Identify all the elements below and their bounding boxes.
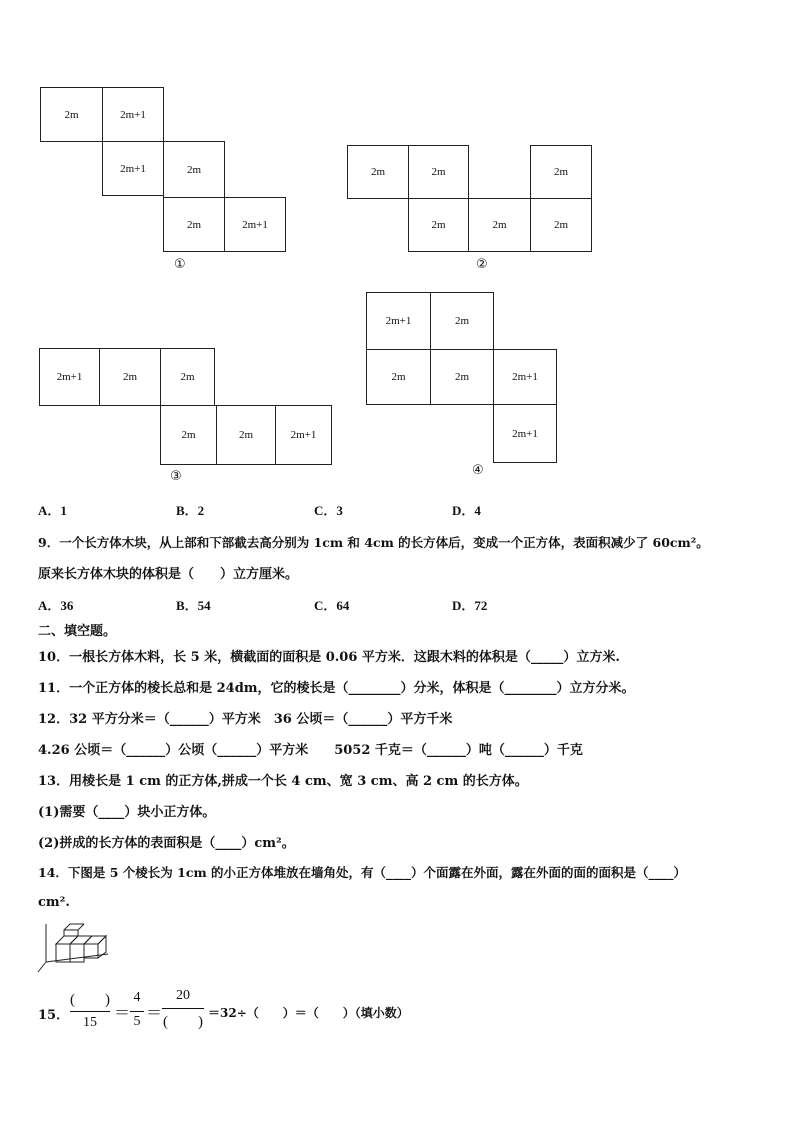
net-1-label: ① (174, 257, 186, 272)
q8-option-a: A．1 (38, 503, 67, 518)
q15-fraction1-numerator: ( ) (70, 992, 110, 1008)
net-3-cell: 2m (160, 405, 217, 465)
q11-text: 11．一个正方体的棱长总和是 24dm，它的棱长是（________）分米，体积是（________）立方分米。 (38, 681, 635, 696)
q10-text: 10．一根长方体木料，长 5 米，横截面的面积是 0.06 平方米．这跟木料的体积是（_____）立方米. (38, 650, 620, 665)
net-4-cell: 2m+1 (366, 292, 431, 350)
q12-text-line2: 4.26 公顷＝（______）公顷（______）平方米 5052 千克＝（______）吨（______）千克 (38, 743, 583, 758)
q12-text-line1: 12．32 平方分米＝（______）平方米 36 公顷＝（______）平方千米 (38, 712, 453, 727)
q15-fraction1-bar (70, 1011, 110, 1012)
net-2-cell: 2m (347, 145, 409, 199)
q15-equals-sign: ＝ (114, 1005, 131, 1022)
q9-option-b: B．54 (176, 598, 211, 613)
q15-label: 15． (38, 1008, 70, 1023)
net-2-cell: 2m (408, 198, 469, 252)
net-3-cell: 2m (216, 405, 276, 465)
net-3-label: ③ (170, 469, 182, 484)
q13-part2: (2)拼成的长方体的表面积是（____）cm²。 (38, 836, 295, 851)
q13-part1: (1)需要（____）块小正方体。 (38, 805, 216, 820)
net-4-cell: 2m (430, 349, 494, 405)
q15-fraction3-denominator: ( ) (163, 1014, 203, 1030)
q15-equals-sign: ＝ (146, 1005, 163, 1022)
q15-fraction3-numerator: 20 (176, 988, 190, 1003)
q15-fraction2-numerator: 4 (133, 990, 141, 1005)
q14-text-line2: cm². (38, 895, 70, 910)
net-4-cell: 2m (430, 292, 494, 350)
q15-tail: ＝32÷（ ）＝（ ）（填小数） (208, 1006, 409, 1020)
stacked-cubes-figure (36, 922, 112, 974)
q15-fraction1-denominator: 15 (83, 1015, 97, 1030)
net-1-cell: 2m (163, 197, 225, 252)
net-1-cell: 2m+1 (102, 87, 164, 142)
q8-option-c: C．3 (314, 503, 343, 518)
q9-text-line2: 原来长方体木块的体积是（ ）立方厘米。 (38, 567, 299, 582)
q9-option-a: A．36 (38, 598, 74, 613)
q8-option-b: B．2 (176, 503, 205, 518)
net-2-cell: 2m (530, 198, 592, 252)
net-4-cell: 2m+1 (493, 349, 557, 405)
q8-option-d: D．4 (452, 503, 481, 518)
net-1-cell: 2m+1 (224, 197, 286, 252)
net-2-cell: 2m (468, 198, 531, 252)
net-1-cell: 2m+1 (102, 141, 164, 196)
q9-option-c: C．64 (314, 598, 350, 613)
net-3-cell: 2m (99, 348, 161, 406)
q15-fraction2-bar (130, 1011, 144, 1012)
net-4-cell: 2m (366, 349, 431, 405)
section-heading: 二、填空题。 (38, 624, 117, 639)
net-2-cell: 2m (408, 145, 469, 199)
net-4-cell: 2m+1 (493, 404, 557, 463)
net-3-cell: 2m (160, 348, 215, 406)
net-1-cell: 2m (40, 87, 103, 142)
net-2-label: ② (476, 257, 488, 272)
net-3-cell: 2m+1 (275, 405, 332, 465)
net-2-cell: 2m (530, 145, 592, 199)
q15-fraction2-denominator: 5 (133, 1014, 141, 1029)
q15-fraction3-bar (162, 1008, 204, 1009)
net-4-label: ④ (472, 463, 484, 478)
q9-text-line1: 9．一个长方体木块，从上部和下部截去高分别为 1cm 和 4cm 的长方体后，变成一个正方体，表面积减少了 60cm²。 (38, 535, 709, 550)
q9-option-d: D．72 (452, 598, 488, 613)
q13-text: 13．用棱长是 1 cm 的正方体,拼成一个长 4 cm、宽 3 cm、高 2 cm 的长方体。 (38, 774, 528, 789)
net-3-cell: 2m+1 (39, 348, 100, 406)
q14-text-line1: 14．下图是 5 个棱长为 1cm 的小正方体堆放在墙角处，有（____）个面露在外面，露在外面的面的面积是（____） (38, 865, 687, 880)
net-1-cell: 2m (163, 141, 225, 198)
